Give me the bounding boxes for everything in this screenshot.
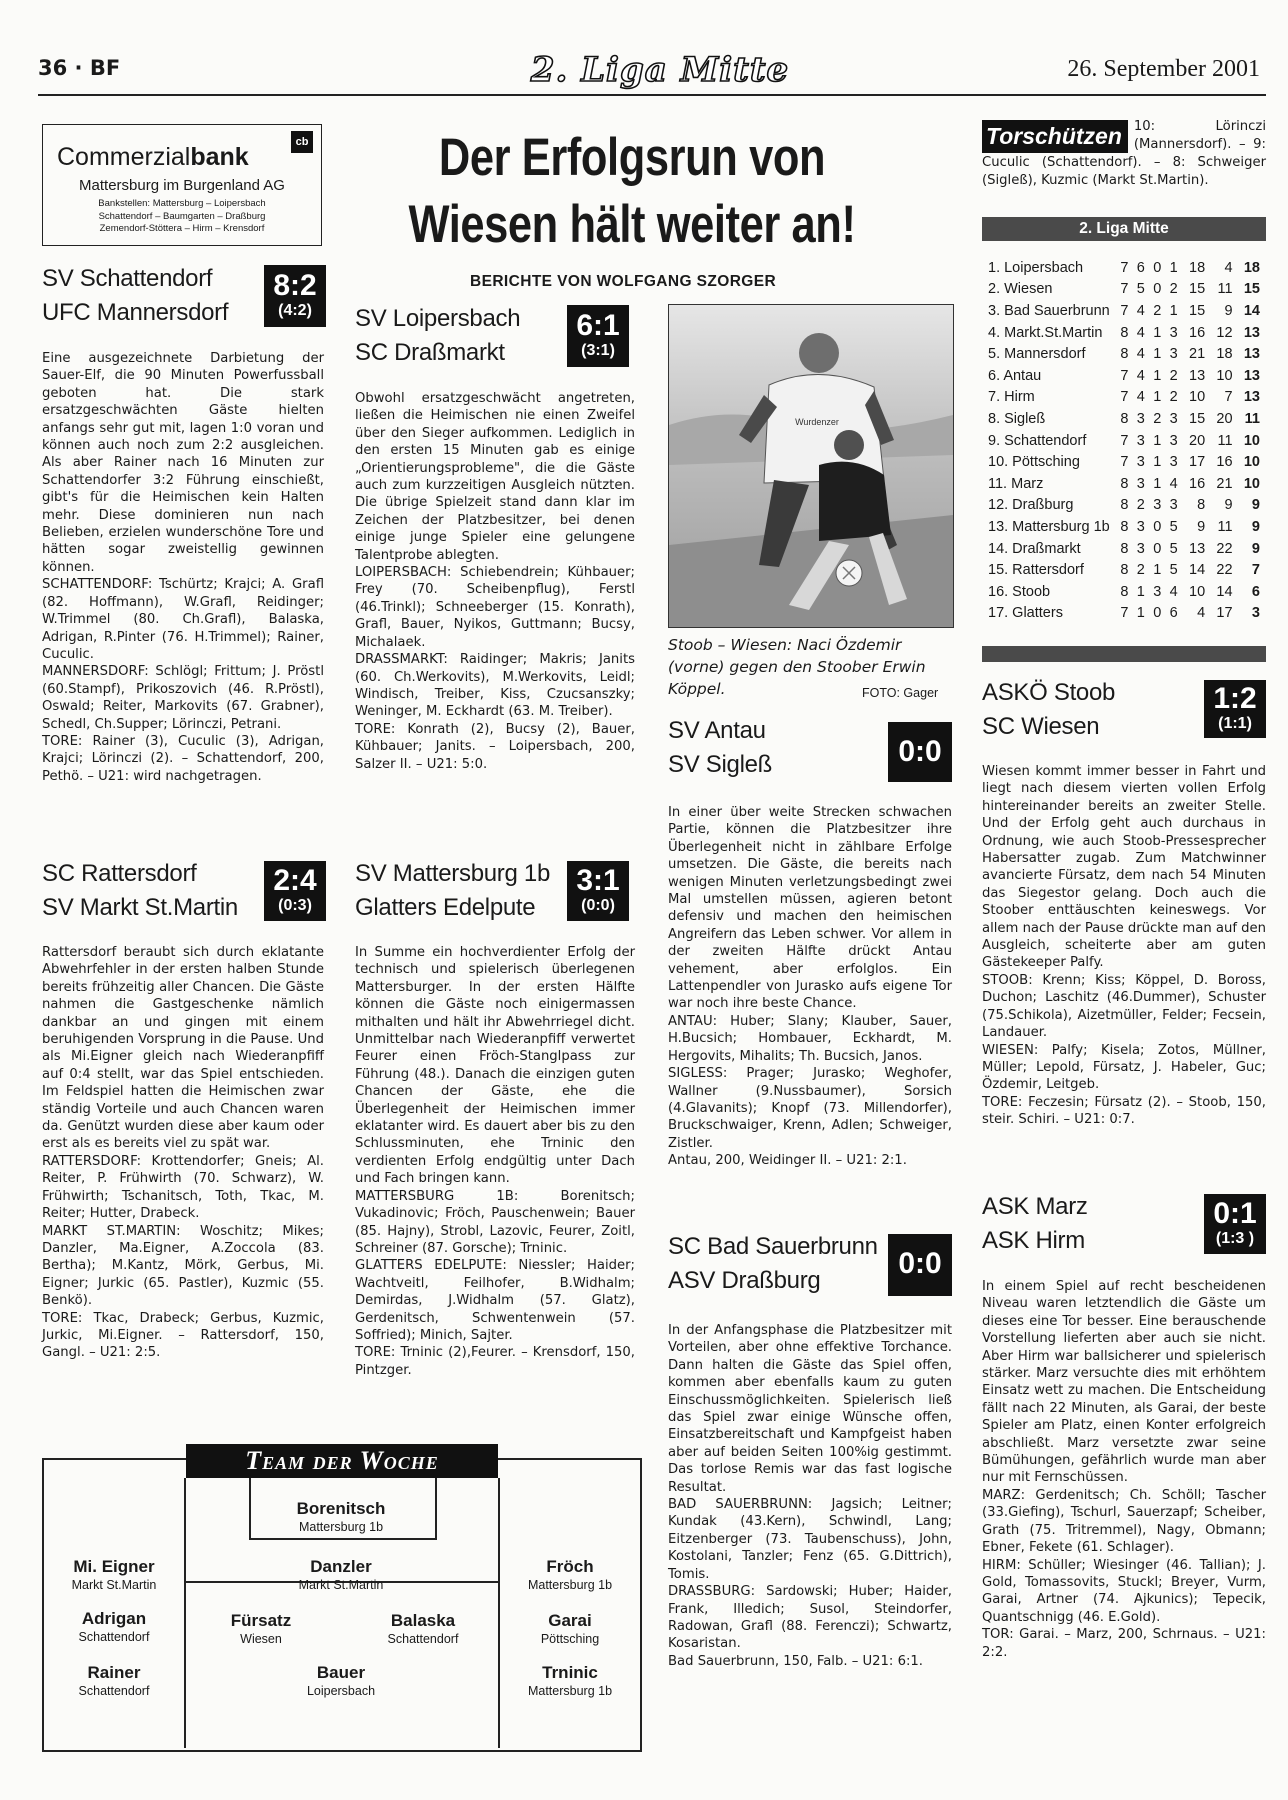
bank-ad xyxy=(42,124,322,246)
bank-brand-bold: bank xyxy=(190,143,249,171)
player-club: Markt St.Martin xyxy=(298,1578,384,1592)
home-team: ASKÖ Stoob xyxy=(982,679,1116,706)
standings-row xyxy=(986,603,1262,625)
match-sauerbrunn xyxy=(668,1230,952,1298)
standings-w-cell: 4 xyxy=(1136,324,1145,341)
final-score: 0:0 xyxy=(898,735,942,768)
standings-w-cell: 3 xyxy=(1136,410,1145,427)
standings-goals-cell: 9 xyxy=(1197,518,1206,535)
standings-goals-cell: 21 xyxy=(1189,346,1206,363)
player-forward-center xyxy=(214,1662,468,1699)
standings-w-cell: 2 xyxy=(1136,497,1145,514)
report-sauerbrunn: In der Anfangsphase die Platzbesitzer mit Vorteilen, aber ohne effektive Torchance. Dann halten die Gäste das Spiel offen, kommen aber ebenfalls kaum zu guten Einschussmöglichkeiten. Spielerisch ließ das Spiel zwar einige Wünsche offen, Einsatzbereitschaft und Kampfgeist haben aber auf beiden Seiten 100%ig gestimmt. Das torlose Remis war das fast logische Resultat. BAD SAUERBRUNN: Jagsich; Leitner; Kundak (43.Kern), Schwindl, Lang; Eitzenberger (73. Taubenschuss), John, Kostolani, Tanzler; Fenz (65. G.Dittrich), Tomis. DRASSBURG: Sardowski; Huber; Haider, Frank, Illedich; Susol, Steindorfer, Radowan, Grafl (88. Ferenczi); Schwartz, Kosaristan. Bad Sauerbrunn, 150, Falb. – U21: 6:1. xyxy=(668,1323,952,1669)
section-title: 2. Liga Mitte xyxy=(530,50,790,90)
standings-d-cell: 1 xyxy=(1153,324,1162,341)
standings-pts-cell: 11 xyxy=(1244,410,1260,427)
player-club: Schattendorf xyxy=(78,1630,150,1644)
home-team: SC Rattersdorf xyxy=(42,860,197,887)
bank-brand-light: Commerzial xyxy=(57,143,191,171)
standings-d-cell: 1 xyxy=(1153,432,1162,449)
score-box xyxy=(567,861,629,921)
match-mattersburg xyxy=(355,857,635,925)
score-box xyxy=(567,305,629,367)
standings-l-cell: 5 xyxy=(1169,562,1178,579)
top-scorers-label: Torschützen xyxy=(982,120,1128,153)
match-marz xyxy=(982,1190,1266,1258)
standings-team-cell: 16. Stoob xyxy=(988,583,1051,600)
standings-ga-cell: 22 xyxy=(1216,562,1233,579)
standings-ga-cell: 9 xyxy=(1224,497,1233,514)
standings-l-cell: 4 xyxy=(1169,475,1178,492)
report-rattersdorf: Rattersdorf beraubt sich durch eklatante Abwehrfehler in der ersten halben Stunde bereits frühzeitig aller Chancen. Die Gäste nahmen die Gastgeschenke nämlich dankbar an und gingen mit einem beruhigenden Vorsprung in die Pause. Und als Mi.Eigner gleich nach Wiederanpfiff auf 0:4 stellt, war das Spiel entschieden. Im Feldspiel hatten die Heimischen zwar ständig Vorteile und auch Chancen waren da. Genützt wurden diese aber kaum oder erst als es bereits viel zu spät war. RATTERSDORF: Krottendorfer; Gneis; Al. Reiter, P. Frühwirth (70. Schwarz), W. Frühwirth; Tschanitsch, Toth, Tkac, M. Reiter; Hutter, Drabeck. MARKT ST.MARTIN: Woschitz; Mikes; Danzler, Ma.Eigner, A.Zoccola (83. Bertha); M.Kantz, Mörk, Gerbus, Mi. Eigner; Jurkic (65. Pastler), Kuzmic (55. Benkö). TORE: Tkac, Drabeck; Gerbus, Kuzmic, Jurkic, Mi.Eigner. – Rattersdorf, 150, Gangl. – U21: 2:5. xyxy=(42,945,324,1361)
standings-g-cell: 8 xyxy=(1120,518,1129,535)
standings-d-cell: 1 xyxy=(1153,346,1162,363)
player-name: Adrigan xyxy=(81,1609,147,1628)
standings-row xyxy=(986,581,1262,603)
standings-d-cell: 1 xyxy=(1153,389,1162,406)
standings-team-cell: 3. Bad Sauerbrunn xyxy=(988,302,1110,319)
away-team: SC Draßmarkt xyxy=(355,339,505,366)
player-club: Mattersburg 1b xyxy=(298,1520,384,1534)
standings-l-cell: 3 xyxy=(1169,432,1178,449)
standings-row xyxy=(986,387,1262,409)
standings-row xyxy=(986,343,1262,365)
standings-d-cell: 2 xyxy=(1153,302,1162,319)
standings-row xyxy=(986,473,1262,495)
standings-l-cell: 3 xyxy=(1169,410,1178,427)
standings-pts-cell: 13 xyxy=(1243,389,1260,406)
standings-goals-cell: 14 xyxy=(1189,562,1206,579)
standings-w-cell: 1 xyxy=(1136,583,1145,600)
player-name: Fröch xyxy=(546,1557,594,1576)
standings-team-cell: 8. Sigleß xyxy=(988,410,1046,427)
standings-pts-cell: 7 xyxy=(1251,562,1260,579)
standings-d-cell: 0 xyxy=(1153,540,1162,557)
player-midfield-center-right xyxy=(348,1610,498,1647)
bank-branches: Bankstellen: Mattersburg – Loipersbach Schattendorf – Baumgarten – Draßburg Zemendorf-Stöttera – Hirm – Krensdorf xyxy=(98,198,266,234)
standings-goals-cell: 13 xyxy=(1189,540,1206,557)
photo-caption: Stoob – Wiesen: Naci Özdemir (vorne) gegen den Stoober Erwin Köppel. xyxy=(668,636,926,698)
match-loipersbach xyxy=(355,302,635,370)
bank-logo-icon: cb xyxy=(291,131,313,153)
standings-g-cell: 7 xyxy=(1120,302,1129,319)
standings-g-cell: 8 xyxy=(1120,562,1129,579)
home-team: SV Loipersbach xyxy=(355,305,521,332)
standings-pts-cell: 13 xyxy=(1243,346,1260,363)
player-name: Fürsatz xyxy=(230,1611,292,1630)
standings-w-cell: 4 xyxy=(1136,302,1145,319)
standings-team-cell: 14. Draßmarkt xyxy=(988,540,1081,557)
standings-d-cell: 1 xyxy=(1153,562,1162,579)
standings-w-cell: 4 xyxy=(1136,389,1145,406)
standings-pts-cell: 3 xyxy=(1251,605,1260,622)
standings-pts-cell: 9 xyxy=(1251,540,1260,557)
standings-goals-cell: 10 xyxy=(1189,389,1206,406)
half-time-score: (0:0) xyxy=(581,897,615,914)
home-team: SV Mattersburg 1b xyxy=(355,860,550,887)
standings-w-cell: 2 xyxy=(1136,562,1145,579)
page-number: 36 · BF xyxy=(38,56,121,80)
standings-w-cell: 4 xyxy=(1136,346,1145,363)
standings-title: 2. Liga Mitte xyxy=(1079,220,1169,237)
match-antau xyxy=(668,714,952,782)
match-schattendorf xyxy=(42,262,324,330)
standings-l-cell: 1 xyxy=(1169,259,1178,276)
standings-team-cell: 7. Hirm xyxy=(988,389,1035,406)
standings-ga-cell: 16 xyxy=(1216,454,1233,471)
standings-d-cell: 1 xyxy=(1153,475,1162,492)
standings-row xyxy=(986,538,1262,560)
score-box xyxy=(264,265,326,327)
team-of-week-title-bar xyxy=(186,1444,498,1478)
standings-g-cell: 8 xyxy=(1120,540,1129,557)
player-defender-left xyxy=(44,1556,184,1593)
standings-table xyxy=(986,257,1262,624)
standings-row xyxy=(986,365,1262,387)
photo-image xyxy=(669,305,953,627)
standings-l-cell: 2 xyxy=(1169,367,1178,384)
standings-team-cell: 5. Mannersdorf xyxy=(988,346,1086,363)
standings-g-cell: 7 xyxy=(1120,281,1129,298)
half-time-score: (1:1) xyxy=(1218,715,1252,732)
standings-ga-cell: 18 xyxy=(1216,346,1233,363)
home-team: ASK Marz xyxy=(982,1193,1088,1220)
player-midfield-right xyxy=(500,1610,640,1647)
standings-goals-cell: 16 xyxy=(1189,475,1206,492)
player-name: Garai xyxy=(548,1611,592,1630)
standings-goals-cell: 18 xyxy=(1189,259,1206,276)
standings-bottom-rule xyxy=(982,646,1266,662)
standings-d-cell: 0 xyxy=(1153,281,1162,298)
standings-w-cell: 3 xyxy=(1136,540,1145,557)
player-club: Loipersbach xyxy=(306,1684,376,1698)
player-name: Trninic xyxy=(542,1663,598,1682)
final-score: 3:1 xyxy=(576,864,620,897)
standings-l-cell: 6 xyxy=(1169,605,1178,622)
standings-l-cell: 5 xyxy=(1169,518,1178,535)
standings-g-cell: 7 xyxy=(1120,259,1129,276)
home-team: SV Schattendorf xyxy=(42,265,213,292)
issue-date: 26. September 2001 xyxy=(1067,56,1260,82)
standings-w-cell: 3 xyxy=(1136,475,1145,492)
standings-goals-cell: 15 xyxy=(1189,410,1206,427)
standings-row xyxy=(986,495,1262,517)
standings-l-cell: 3 xyxy=(1169,346,1178,363)
photo-credit: FOTO: Gager xyxy=(862,686,939,700)
player-midfield-left xyxy=(44,1608,184,1645)
standings-d-cell: 3 xyxy=(1153,497,1162,514)
standings-pts-cell: 9 xyxy=(1251,518,1260,535)
standings-g-cell: 8 xyxy=(1120,583,1129,600)
final-score: 0:0 xyxy=(898,1247,942,1280)
standings-row xyxy=(986,451,1262,473)
standings-d-cell: 2 xyxy=(1153,410,1162,427)
away-team: UFC Mannersdorf xyxy=(42,299,229,326)
player-goalkeeper xyxy=(249,1498,433,1535)
player-club: Pöttsching xyxy=(540,1632,600,1646)
standings-team-cell: 17. Glatters xyxy=(988,605,1063,622)
standings-pts-cell: 18 xyxy=(1243,259,1260,276)
header-rule xyxy=(38,94,1266,96)
score-box xyxy=(1204,680,1266,738)
final-score: 2:4 xyxy=(273,864,317,897)
standings-pts-cell: 9 xyxy=(1251,497,1260,514)
photo-shirt-text: Wurdenzer xyxy=(795,417,839,427)
standings-pts-cell: 15 xyxy=(1243,281,1260,298)
standings-w-cell: 6 xyxy=(1136,259,1145,276)
standings-header xyxy=(982,217,1266,241)
team-of-week-title: Team der Woche xyxy=(245,1446,439,1475)
standings-team-cell: 11. Marz xyxy=(988,475,1044,492)
standings-g-cell: 7 xyxy=(1120,389,1129,406)
standings-pts-cell: 6 xyxy=(1251,583,1260,600)
player-club: Markt St.Martin xyxy=(71,1578,157,1592)
standings-pts-cell: 14 xyxy=(1243,302,1260,319)
player-name: Mi. Eigner xyxy=(73,1557,155,1576)
report-mattersburg: In Summe ein hochverdienter Erfolg der technisch und spielerisch überlegenen Mattersburger. In der ersten Hälfte können die Gäste noch einigermassen mithalten und hält ihr Abwehrriegel dicht. Unmittelbar nach Wiederanpfiff verwertet Feurer einen Fröch-Stanglpass zur Führung (48.). Danach die einzigen guten Chancen der Gäste, ehe die Überlegenheit der Heimischen immer eklatanter wird. Es dauert aber bis zu den Schlussminuten, ehe Trninic den verdienten Erfolg endgültig unter Dach und Fach bringen kann. MATTERSBURG 1B: Borenitsch; Vukadinovic; Fröch, Pauschenwein; Bauer (85. Hajny), Strobl, Lazovic, Feurer, Zoitl, Schreiner (87. Gorsche); Trninic. GLATTERS EDELPUTE: Niessler; Haider; Wachtveitl, Feilhofer, B.Widhalm; Demirdas, J.Widhalm (57. Glatz), Gerdenitsch, Schwentenwein (57. Soffried); Minich, Sajter. TORE: Trninic (2),Feurer. – Krensdorf, 150, Pintzger. xyxy=(355,945,635,1378)
report-antau: In einer über weite Strecken schwachen Partie, können die Platzbesitzer ihre Überlegenheit nicht in zählbare Erfolge umsetzen. Die Gäste, die bereits nach wenigen Minuten verletzungsbedingt zwei Mal umstellen müssen, agieren betont defensiv und machen den heimischen Angreifern das Leben schwer. Vor allem in der zweiten Hälfte drückt Antau vehement, aber erfolglos. Ein Lattenpendler von Jurasko aufs eigene Tor war noch ihre beste Chance. ANTAU: Huber; Slany; Klauber, Sauer, H.Bucsich; Hombauer, Eckhardt, M. Hergovits, Mihalits; Th. Bucsich, Janos. SIGLESS: Prager; Jurasko; Weghofer, Wallner (9.Nussbaumer), Sorsich (4.Glavanits); Knopf (73. Millendorfer), Bruckschwaiger, Krenn, Adlen; Schweiger, Zistler. Antau, 200, Weidinger II. – U21: 2:1. xyxy=(668,805,952,1169)
standings-ga-cell: 22 xyxy=(1216,540,1233,557)
score-box xyxy=(1204,1194,1266,1254)
standings-ga-cell: 11 xyxy=(1217,432,1233,449)
final-score: 1:2 xyxy=(1213,682,1257,715)
standings-w-cell: 3 xyxy=(1136,454,1145,471)
standings-g-cell: 8 xyxy=(1120,410,1129,427)
player-name: Rainer xyxy=(87,1663,141,1682)
standings-team-cell: 1. Loipersbach xyxy=(988,259,1084,276)
score-box xyxy=(888,722,952,782)
report-marz: In einem Spiel auf recht bescheidenen Niveau waren letztendlich die Gäste um dieses eine Tor besser. Eine berauschende Vorstellung lieferten aber auch sie nicht. Aber Hirm war ballsicherer und spielerisch stärker. Marz versuchte dies mit erhöhtem Einsatz wett zu machen. Die Entscheidung fällt nach 22 Minuten, als Garai, der beste Spieler am Platz, einen Konter erfolgreich abschließt. Marz versetzte zwar seine Bümühungen, gefährlich wurde man aber nur mit Fernschüssen. MARZ: Gerdenitsch; Ch. Schöll; Tascher (33.Giefing), Tschurl, Sauerzapf; Scheiber, Grath (75. Tritremmel), Nagy, Obmann; Ebner, Fekete (61. Schlager). HIRM: Schüller; Wiesinger (46. Tallian); J. Gold, Tomassovits, Stuckl; Breyer, Vurm, Garai, Artner (74. Ajkunics); Tepecik, Quantschnigg (46. E.Gold). TOR: Garai. – Marz, 200, Schrnaus. – U21: 2:2. xyxy=(982,1279,1266,1660)
standings-d-cell: 0 xyxy=(1153,259,1162,276)
standings-pts-cell: 10 xyxy=(1243,454,1260,471)
standings-g-cell: 7 xyxy=(1120,454,1129,471)
standings-goals-cell: 10 xyxy=(1189,583,1206,600)
away-team: SV Markt St.Martin xyxy=(42,894,238,921)
standings-team-cell: 13. Mattersburg 1b xyxy=(988,518,1110,535)
standings-row xyxy=(986,257,1262,279)
standings-pts-cell: 10 xyxy=(1243,432,1260,449)
player-club: Wiesen xyxy=(240,1632,282,1646)
standings-g-cell: 8 xyxy=(1120,324,1129,341)
player-name: Balaska xyxy=(390,1611,456,1630)
standings-goals-cell: 16 xyxy=(1189,324,1206,341)
standings-goals-cell: 8 xyxy=(1197,497,1206,514)
standings-d-cell: 1 xyxy=(1153,454,1162,471)
standings-w-cell: 1 xyxy=(1136,605,1145,622)
standings-g-cell: 8 xyxy=(1120,497,1129,514)
standings-d-cell: 3 xyxy=(1153,583,1162,600)
standings-goals-cell: 4 xyxy=(1197,605,1206,622)
final-score: 0:1 xyxy=(1213,1197,1257,1230)
player-name: Borenitsch xyxy=(296,1499,386,1518)
team-of-week-box xyxy=(42,1446,642,1752)
final-score: 8:2 xyxy=(273,269,317,302)
standings-team-cell: 12. Draßburg xyxy=(988,497,1074,514)
standings-ga-cell: 4 xyxy=(1224,259,1233,276)
standings-l-cell: 4 xyxy=(1169,583,1178,600)
standings-team-cell: 4. Markt.St.Martin xyxy=(988,324,1103,341)
standings-g-cell: 7 xyxy=(1120,367,1129,384)
standings-l-cell: 2 xyxy=(1169,281,1178,298)
standings-ga-cell: 12 xyxy=(1216,324,1233,341)
standings-row xyxy=(986,430,1262,452)
player-forward-right xyxy=(500,1662,640,1699)
final-score: 6:1 xyxy=(576,309,620,342)
report-stoob: Wiesen kommt immer besser in Fahrt und liegt nach diesem vierten vollen Erfolg hintereinander bereits an zweiter Stelle. Und der Erfolg geht auch durchaus in Ordnung, wie auch Stoob-Pressesprecher Habersatter zugab. Zum Matchwinner avancierte Fürsatz, dem nach 54 Minuten das Siegestor gelang. Doch auch die Stoober enttäuschten keineswegs. Vor allem nach der Pause drückte man auf den Ausgleich, scheiterte aber am guten Gästekeeper Palfy. STOOB: Krenn; Kiss; Köppel, D. Boross, Duchon; Laschitz (46.Dummer), Schuster (75.Schikola), Aizetmüller, Felder; Fecsein, Landauer. WIESEN: Palfy; Kisela; Zotos, Müllner, Müller; Lepold, Fürsatz, J. Habeler, Guc; Özdemir, Leitgeb. TORE: Feczesin; Fürsatz (2). – Stoob, 150, steir. Schiri. – U21: 0:7. xyxy=(982,764,1266,1128)
half-time-score: (1:3 ) xyxy=(1215,1230,1255,1247)
standings-l-cell: 3 xyxy=(1169,497,1178,514)
main-headline: Der Erfolgsrun von Wiesen hält weiter an! xyxy=(408,128,856,254)
standings-ga-cell: 17 xyxy=(1216,605,1233,622)
standings-goals-cell: 13 xyxy=(1189,367,1206,384)
player-midfield-center-left xyxy=(186,1610,336,1647)
standings-team-cell: 15. Rattersdorf xyxy=(988,562,1084,579)
away-team: Glatters Edelpute xyxy=(355,894,536,921)
top-scorers xyxy=(982,118,1266,190)
standings-ga-cell: 10 xyxy=(1216,367,1233,384)
standings-g-cell: 7 xyxy=(1120,432,1129,449)
away-team: ASV Draßburg xyxy=(668,1267,821,1294)
standings-ga-cell: 11 xyxy=(1217,281,1233,298)
standings-l-cell: 2 xyxy=(1169,389,1178,406)
match-rattersdorf xyxy=(42,857,324,925)
away-team: SV Sigleß xyxy=(668,751,773,778)
standings-team-cell: 9. Schattendorf xyxy=(988,432,1087,449)
standings-team-cell: 2. Wiesen xyxy=(988,281,1053,298)
standings-team-cell: 6. Antau xyxy=(988,367,1042,384)
standings-ga-cell: 9 xyxy=(1224,302,1233,319)
standings-d-cell: 0 xyxy=(1153,518,1162,535)
half-time-score: (0:3) xyxy=(278,897,312,914)
player-defender-right xyxy=(500,1556,640,1593)
away-team: ASK Hirm xyxy=(982,1227,1085,1254)
standings-team-cell: 10. Pöttsching xyxy=(988,454,1080,471)
standings-l-cell: 3 xyxy=(1169,454,1178,471)
player-defender-center xyxy=(214,1556,468,1593)
standings-goals-cell: 17 xyxy=(1189,454,1206,471)
top-scorers-text: 10: Lörinczi (Mannersdorf). – 9: Cuculic (Schattendorf). – 8: Schweiger (Sigleß), Kuzmic (Markt St.Martin). xyxy=(982,119,1266,188)
standings-row xyxy=(986,516,1262,538)
standings-d-cell: 1 xyxy=(1153,367,1162,384)
standings-l-cell: 5 xyxy=(1169,540,1178,557)
standings-row xyxy=(986,300,1262,322)
player-club: Schattendorf xyxy=(387,1632,459,1646)
match-photo xyxy=(668,304,954,628)
standings-l-cell: 3 xyxy=(1169,324,1178,341)
standings-l-cell: 1 xyxy=(1169,302,1178,319)
home-team: SV Antau xyxy=(668,717,766,744)
standings-pts-cell: 13 xyxy=(1243,324,1260,341)
standings-d-cell: 0 xyxy=(1153,605,1162,622)
standings-ga-cell: 20 xyxy=(1216,410,1233,427)
report-schattendorf: Eine ausgezeichnete Darbietung der Sauer-Elf, die 90 Minuten Powerfussball geboten hat. Die stark ersatzgeschwächten Gäste hielten anfangs sehr gut mit, lagen 1:0 voran und können auch noch zum 2:2 ausgleichen. Als aber Rainer nach 16 Minuten zur Schattendorfer 3:2 Führung einschießt, gibt's für die Heimischen kein Halten mehr. Diese dominieren nun nach Belieben, erzielen wunderschöne Tore und hätten sogar zweistellig gewinnen können. SCHATTENDORF: Tschürtz; Krajci; A. Grafl (82. Hoffmann), W.Grafl, Reidinger; W.Trimmel (80. Ch.Grafl), Balaska, Adrigan, R.Pinter (76. H.Trimmel); Rainer, Cuculic. MANNERSDORF: Schlögl; Frittum; J. Pröstl (60.Stampf), Prikoszovich (46. R.Pröstl), Oswald; Reiter, Markovits (67. Grabner), Schedl, Ch.Supper; Lörinczi, Petrani. TORE: Rainer (3), Cuculic (3), Adrigan, Krajci; Lörinczi (2). – Schattendorf, 200, Pethö. – U21: wird nachgetragen. xyxy=(42,351,324,784)
score-box xyxy=(264,861,326,921)
byline: BERICHTE VON WOLFGANG SZORGER xyxy=(470,273,777,290)
standings-g-cell: 8 xyxy=(1120,346,1129,363)
standings-ga-cell: 7 xyxy=(1224,389,1233,406)
standings-ga-cell: 11 xyxy=(1217,518,1233,535)
player-club: Mattersburg 1b xyxy=(527,1578,613,1592)
standings-row xyxy=(986,322,1262,344)
away-team: SC Wiesen xyxy=(982,713,1100,740)
half-time-score: (4:2) xyxy=(278,302,312,319)
player-name: Bauer xyxy=(316,1663,366,1682)
standings-row xyxy=(986,279,1262,301)
player-forward-left xyxy=(44,1662,184,1699)
half-time-score: (3:1) xyxy=(581,342,615,359)
player-name: Danzler xyxy=(310,1557,372,1576)
score-box xyxy=(888,1234,952,1296)
report-loipersbach: Obwohl ersatzgeschwächt angetreten, ließen die Heimischen nie einen Zweifel über den Sieger aufkommen. Lediglich in den ersten 15 Minuten gab es einige „Orientierungsprobleme", die die Gäste auch zum kurzzeitigen Ausgleich nützten. Die übrige Spielzeit stand dann klar im Zeichen der Platzbesitzer, bei denen einige junge Spieler eine gelungene Talentprobe ablegten. LOIPERSBACH: Schiebendrein; Kühbauer; Frey (70. Scheibenpflug), Ferstl (46.Trinkl); Schneeberger (15. Konrath), Grafl, Bauer, Nyikos, Guttmann; Bucsy, Michalaek. DRASSMARKT: Raidinger; Makris; Janits (60. Ch.Werkovits), M.Werkovits, Leidl; Windisch, Treiber, Kiss, Czucsanszky; Weninger, M. Eckhardt (63. M. Treiber). TORE: Konrath (2), Bucsy (2), Bauer, Kühbauer; Janits. – Loipersbach, 200, Salzer II. – U21: 5:0. xyxy=(355,391,635,772)
standings-pts-cell: 13 xyxy=(1243,367,1260,384)
standings-ga-cell: 14 xyxy=(1216,583,1233,600)
standings-w-cell: 5 xyxy=(1136,281,1145,298)
standings-w-cell: 3 xyxy=(1136,518,1145,535)
bank-subtitle: Mattersburg im Burgenland AG xyxy=(79,177,285,194)
standings-goals-cell: 15 xyxy=(1189,281,1206,298)
player-club: Schattendorf xyxy=(78,1684,150,1698)
match-stoob xyxy=(982,676,1266,744)
standings-row xyxy=(986,559,1262,581)
standings-ga-cell: 21 xyxy=(1216,475,1233,492)
standings-w-cell: 4 xyxy=(1136,367,1145,384)
standings-pts-cell: 10 xyxy=(1243,475,1260,492)
standings-goals-cell: 15 xyxy=(1189,302,1206,319)
standings-goals-cell: 20 xyxy=(1189,432,1206,449)
standings-w-cell: 3 xyxy=(1136,432,1145,449)
standings-row xyxy=(986,408,1262,430)
standings-g-cell: 8 xyxy=(1120,475,1129,492)
player-club: Mattersburg 1b xyxy=(527,1684,613,1698)
home-team: SC Bad Sauerbrunn xyxy=(668,1233,878,1260)
standings-g-cell: 7 xyxy=(1120,605,1129,622)
